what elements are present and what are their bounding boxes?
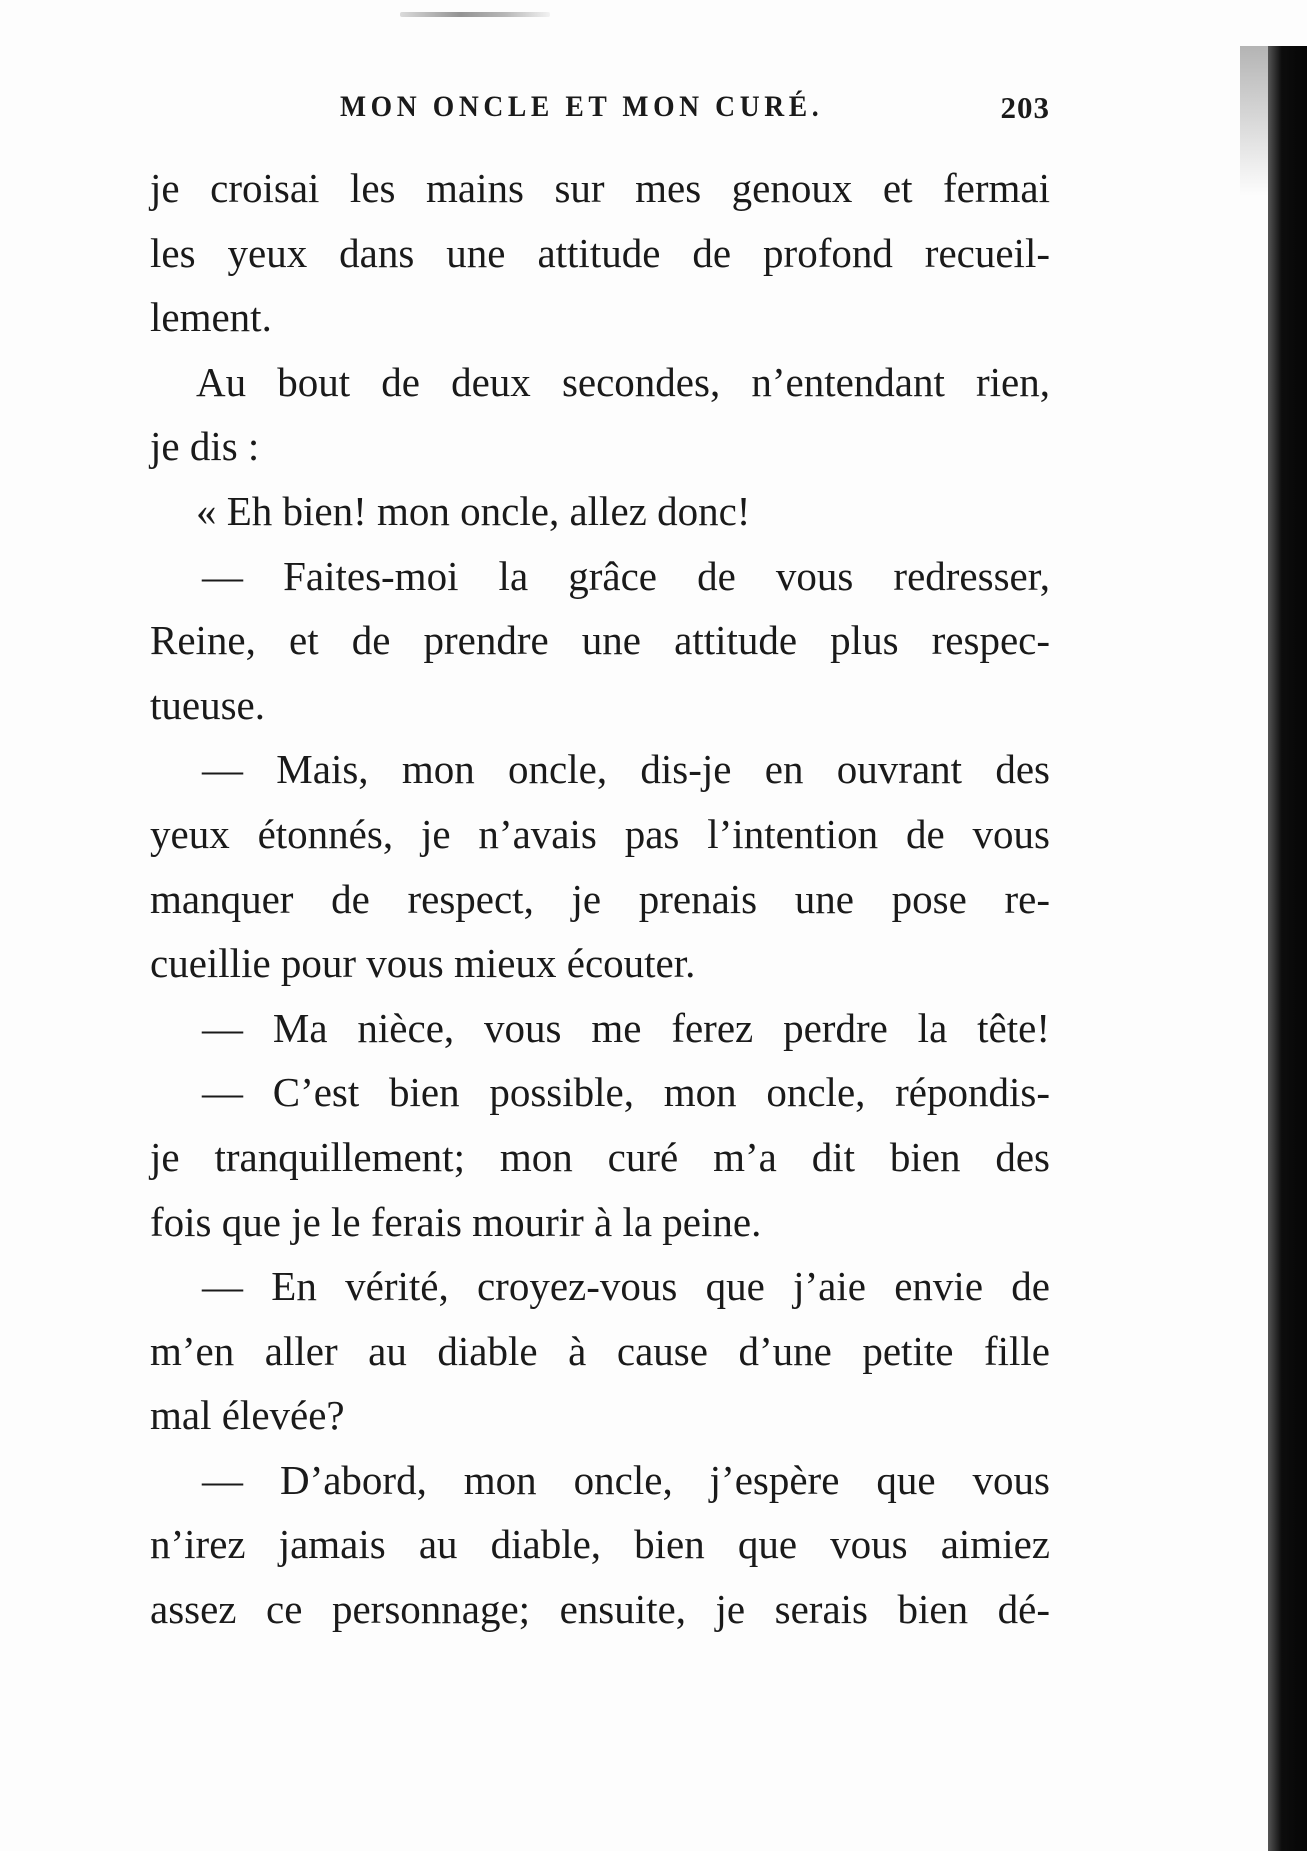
text-line: assez ce personnage; ensuite, je serais bien dé- (150, 1586, 1050, 1633)
text-line: je tranquillement; mon curé m’a dit bien des (150, 1133, 1050, 1180)
text-line: tueuse. (150, 681, 265, 728)
text-line: les yeux dans une attitude de profond recueil- (150, 229, 1050, 276)
text-line: — D’abord, mon oncle, j’espère que vous (202, 1456, 1050, 1503)
text-line: fois que je le ferais mourir à la peine. (150, 1198, 762, 1245)
text-line: Reine, et de prendre une attitude plus respec- (150, 617, 1050, 664)
text-line: yeux étonnés, je n’avais pas l’intention de vous (150, 810, 1050, 857)
text-line: — Faites-moi la grâce de vous redresser, (202, 552, 1050, 599)
text-line: « Eh bien! mon oncle, allez donc! (196, 487, 751, 534)
running-title: MON ONCLE ET MON CURÉ. (340, 90, 824, 123)
body-text (150, 156, 1050, 1642)
text-line: — Mais, mon oncle, dis-je en ouvrant des (202, 746, 1050, 793)
text-line: m’en aller au diable à cause d’une petite fille (150, 1327, 1050, 1374)
running-header (150, 90, 1050, 130)
text-line: n’irez jamais au diable, bien que vous aimiez (150, 1521, 1050, 1568)
text-line: je croisai les mains sur mes genoux et fermai (150, 165, 1050, 211)
text-line: — C’est bien possible, mon oncle, répondis- (202, 1069, 1050, 1116)
text-line: lement. (150, 294, 272, 341)
page-number: 203 (1000, 90, 1050, 125)
text-line: cueillie pour vous mieux écouter. (150, 940, 696, 987)
scan-edge-border (1268, 46, 1307, 1851)
scan-smudge (400, 12, 550, 17)
text-line: Au bout de deux secondes, n’entendant rien, (196, 358, 1050, 405)
text-line: — Ma nièce, vous me ferez perdre la tête! (202, 1004, 1050, 1051)
text-line: — En vérité, croyez-vous que j’aie envie de (202, 1263, 1050, 1310)
text-line: mal élevée? (150, 1392, 345, 1439)
text-line: je dis : (150, 423, 260, 470)
text-line: manquer de respect, je prenais une pose re- (150, 875, 1050, 922)
